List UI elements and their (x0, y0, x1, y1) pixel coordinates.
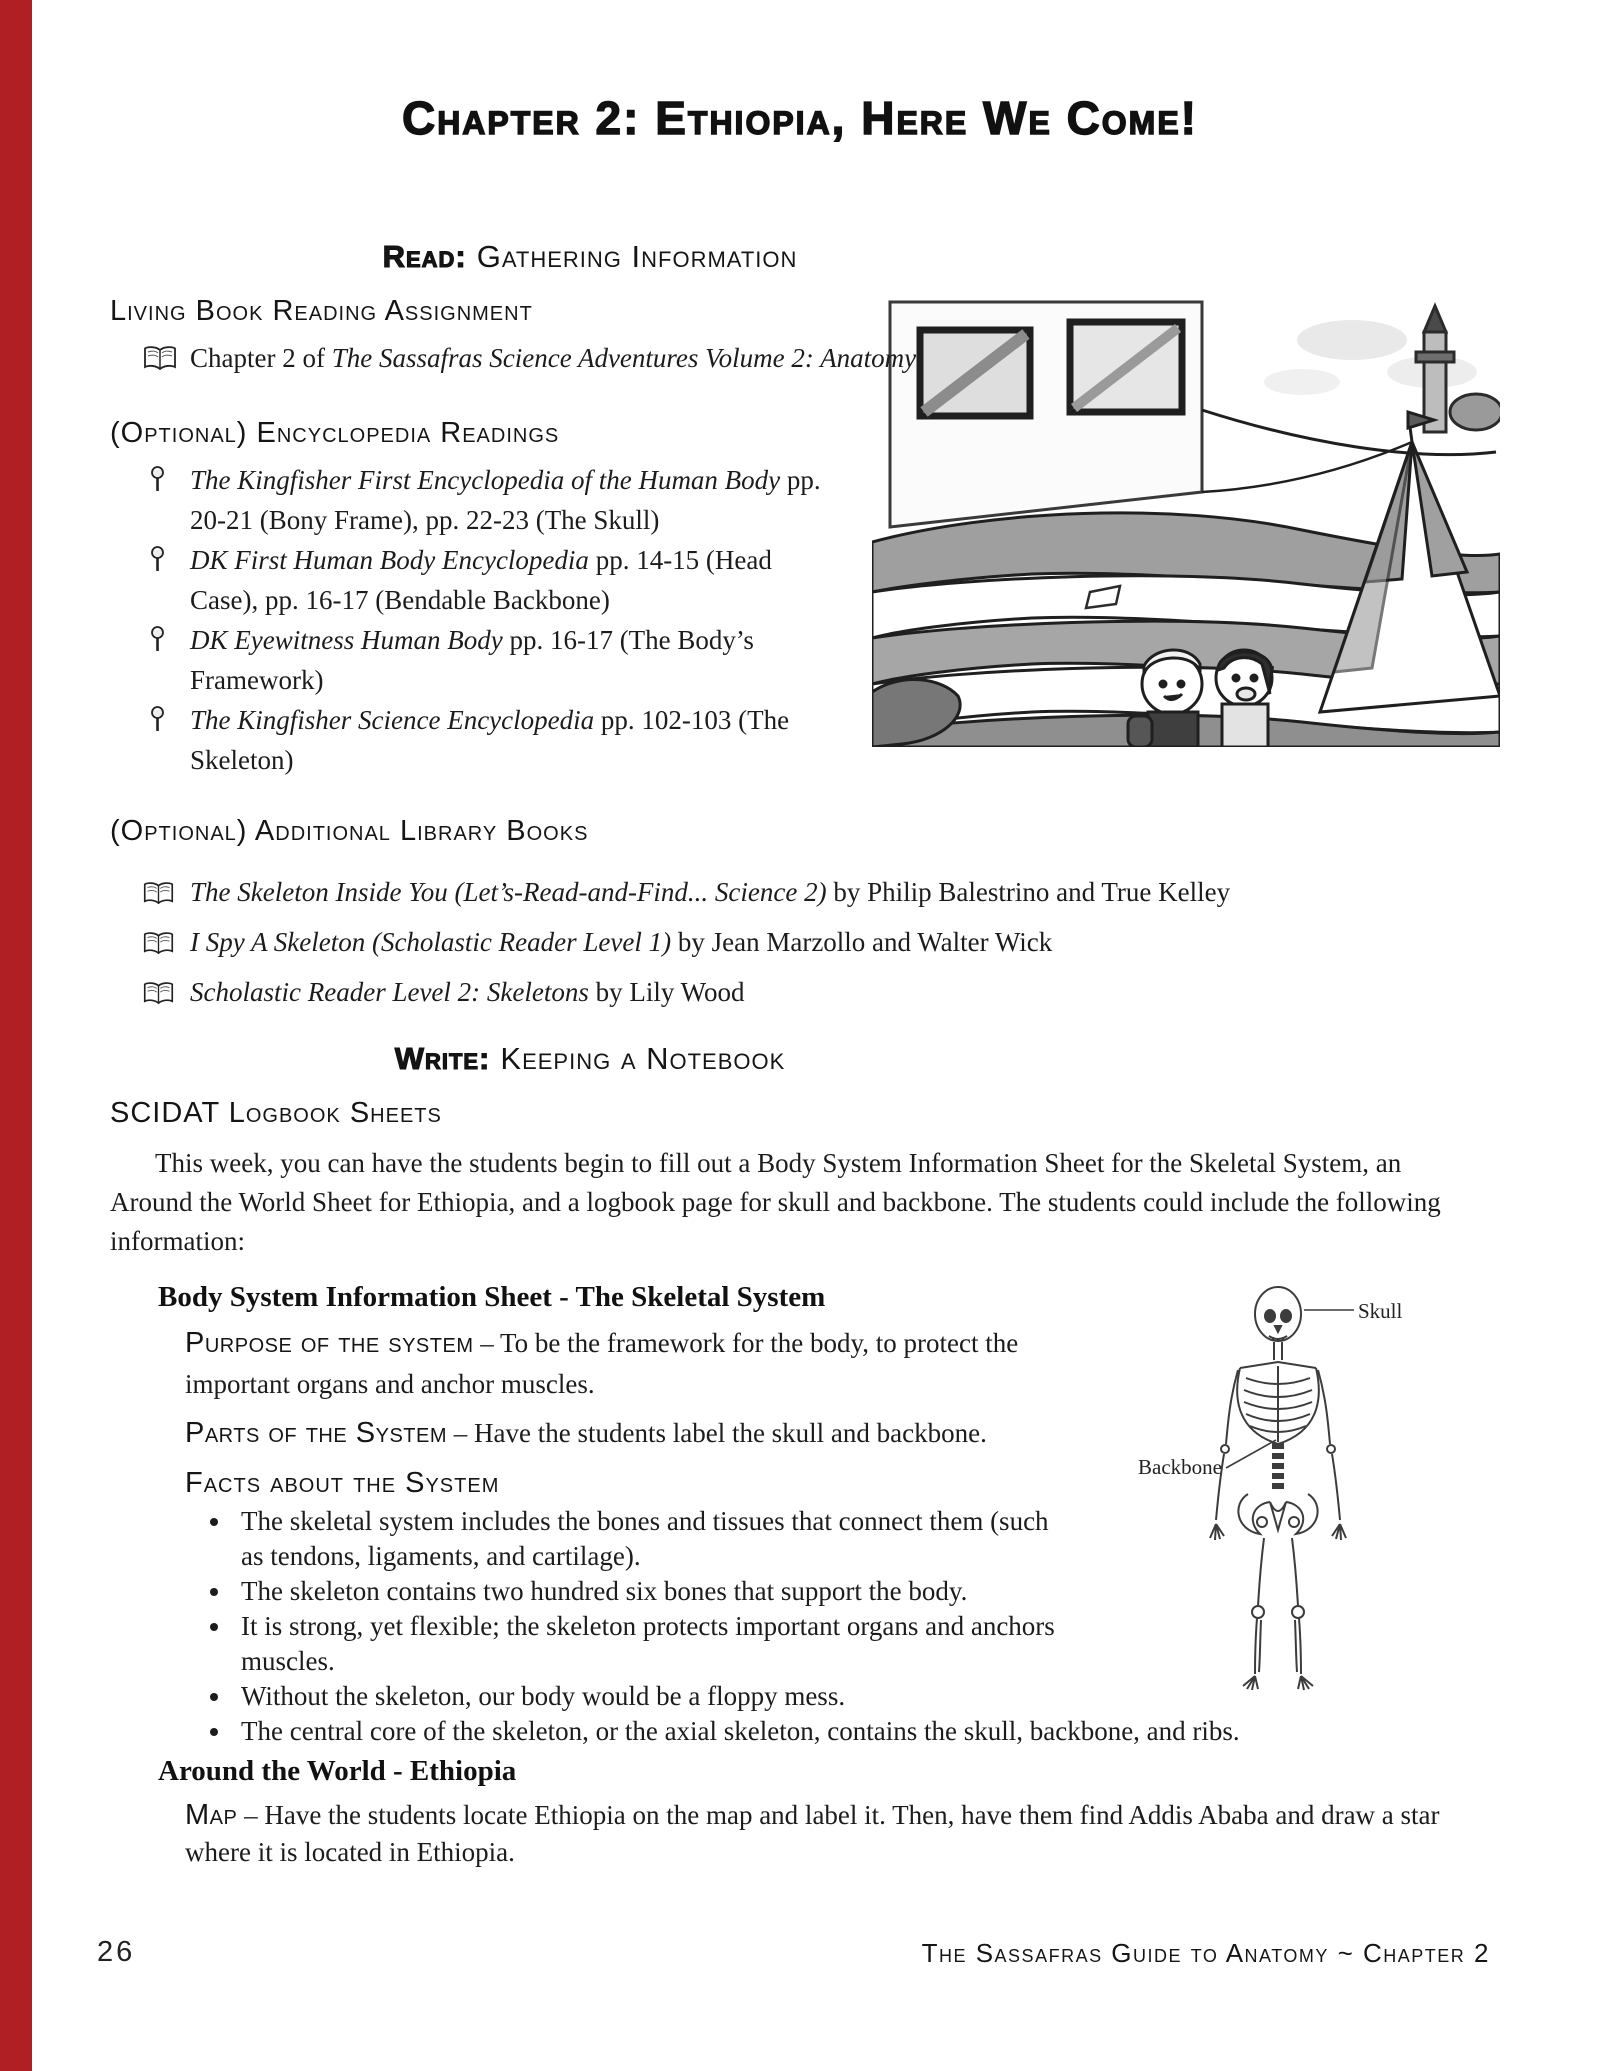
purpose-label: Purpose of the system (185, 1327, 474, 1359)
encyclopedia-list (110, 460, 840, 780)
magnifier-icon (150, 704, 165, 744)
write-label: Write: (394, 1041, 491, 1076)
library-item-rest: by Lily Wood (588, 977, 745, 1007)
ency-item-title: DK Eyewitness Human Body (190, 625, 503, 655)
page-number: 26 (97, 1936, 136, 1968)
ency-item-title: The Kingfisher Science Encyclopedia (190, 705, 595, 735)
library-item-rest: by Jean Marzollo and Walter Wick (671, 927, 1053, 957)
footer-book-title: The Sassafras Guide to Anatomy ~ Chapter 2 (921, 1938, 1490, 1968)
write-section-heading (110, 1036, 1070, 1082)
open-book-icon (142, 877, 175, 917)
skull-label: Skull (1358, 1299, 1403, 1323)
book-item-title: The Sassafras Science Adventures Volume 2: Anatomy (331, 343, 917, 373)
backbone-label: Backbone (1138, 1455, 1222, 1479)
parts-label: Parts of the System (185, 1417, 448, 1449)
library-item-title: Scholastic Reader Level 2: Skeletons (190, 977, 589, 1007)
scidat-heading: SCIDAT Logbook Sheets (110, 1097, 442, 1129)
read-section-heading (110, 234, 1070, 280)
list-item (190, 872, 1490, 912)
ency-item-title: The Kingfisher First Encyclopedia of the Human Body (190, 465, 781, 495)
scidat-intro-paragraph: This week, you can have the students begin to fill out a Body System Information Sheet for the Skeletal System, an Around the World Sheet for Ethiopia, and a logbook page for skull and backbone. The students could include the following information: (110, 1148, 1441, 1256)
chapter-title: Chapter 2: Ethiopia, Here We Come! (401, 92, 1199, 144)
page-footer (97, 1936, 1490, 1976)
list-item: • The skeletal system includes the bones and tissues that connect them (such as tendons, ligaments, and cartilage). (233, 1504, 1073, 1574)
read-label: Read: (382, 239, 467, 274)
read-section-heading-wrap (110, 234, 1070, 280)
facts-heading: Facts about the System (185, 1467, 500, 1499)
parts-text: – Have the students label the skull and backbone. (453, 1418, 987, 1448)
open-book-icon (142, 927, 175, 967)
encyclopedia-heading: (Optional) Encyclopedia Readings (110, 417, 560, 449)
list-item: • The central core of the skeleton, or the axial skeleton, contains the skull, backbone, and ribs. (233, 1714, 1073, 1749)
around-world-heading: Around the World - Ethiopia (158, 1755, 517, 1787)
book-item-prefix: Chapter 2 of (190, 343, 332, 373)
list-item (190, 620, 840, 700)
ency-item-title: DK First Human Body Encyclopedia (190, 545, 589, 575)
ency-item-rest: pp. 20-21 (Bony Frame), pp. 22-23 (The Skull) (190, 465, 821, 535)
library-books-list (110, 872, 1490, 1012)
map-line (185, 1797, 1470, 1871)
map-label: Map (185, 1799, 238, 1831)
ency-item-rest: pp. 102-103 (The Skeleton) (190, 705, 790, 775)
magnifier-icon (150, 544, 165, 584)
parts-line (185, 1413, 1045, 1454)
list-item: • It is strong, yet flexible; the skeleton protects important organs and anchors muscles. (233, 1609, 1073, 1679)
write-section-heading-wrap (110, 1036, 1070, 1082)
list-item: • Without the skeleton, our body would be a floppy mess. (233, 1679, 1073, 1714)
write-subtitle: Keeping a Notebook (500, 1041, 786, 1076)
ency-item-rest: pp. 14-15 (Head Case), pp. 16-17 (Bendable Backbone) (190, 545, 772, 615)
open-book-icon (142, 977, 175, 1017)
library-books-heading: (Optional) Additional Library Books (110, 815, 589, 847)
list-item: • The skeleton contains two hundred six bones that support the body. (233, 1574, 1073, 1609)
library-item-title: The Skeleton Inside You (Let’s-Read-and-Find... Science 2) (190, 877, 827, 907)
map-text: – Have the students locate Ethiopia on the map and label it. Then, have them find Addis Ababa and draw a star where it is located in Ethiopia. (185, 1800, 1440, 1867)
body-system-heading: Body System Information Sheet - The Skeletal System (158, 1281, 826, 1313)
list-item (190, 338, 1490, 378)
ency-item-rest: pp. 16-17 (The Body’s Framework) (190, 625, 754, 695)
list-item (190, 922, 1490, 962)
purpose-line (185, 1323, 1045, 1405)
open-book-icon (142, 343, 178, 383)
list-item (190, 460, 840, 540)
library-item-rest: by Philip Balestrino and True Kelley (826, 877, 1231, 907)
read-subtitle: Gathering Information (476, 239, 798, 274)
library-item-title: I Spy A Skeleton (Scholastic Reader Level 1) (190, 927, 672, 957)
page-content (110, 88, 1490, 1871)
list-item (190, 700, 840, 780)
facts-list (185, 1504, 1240, 1749)
magnifier-icon (150, 464, 165, 504)
living-book-heading: Living Book Reading Assignment (110, 295, 533, 327)
list-item (190, 972, 1490, 1012)
magnifier-icon (150, 624, 165, 664)
living-book-list (110, 338, 1490, 378)
purpose-text: – To be the framework for the body, to protect the important organs and anchor muscles. (185, 1328, 1019, 1399)
list-item (190, 540, 840, 620)
page-edge-accent-bar (0, 0, 32, 2071)
